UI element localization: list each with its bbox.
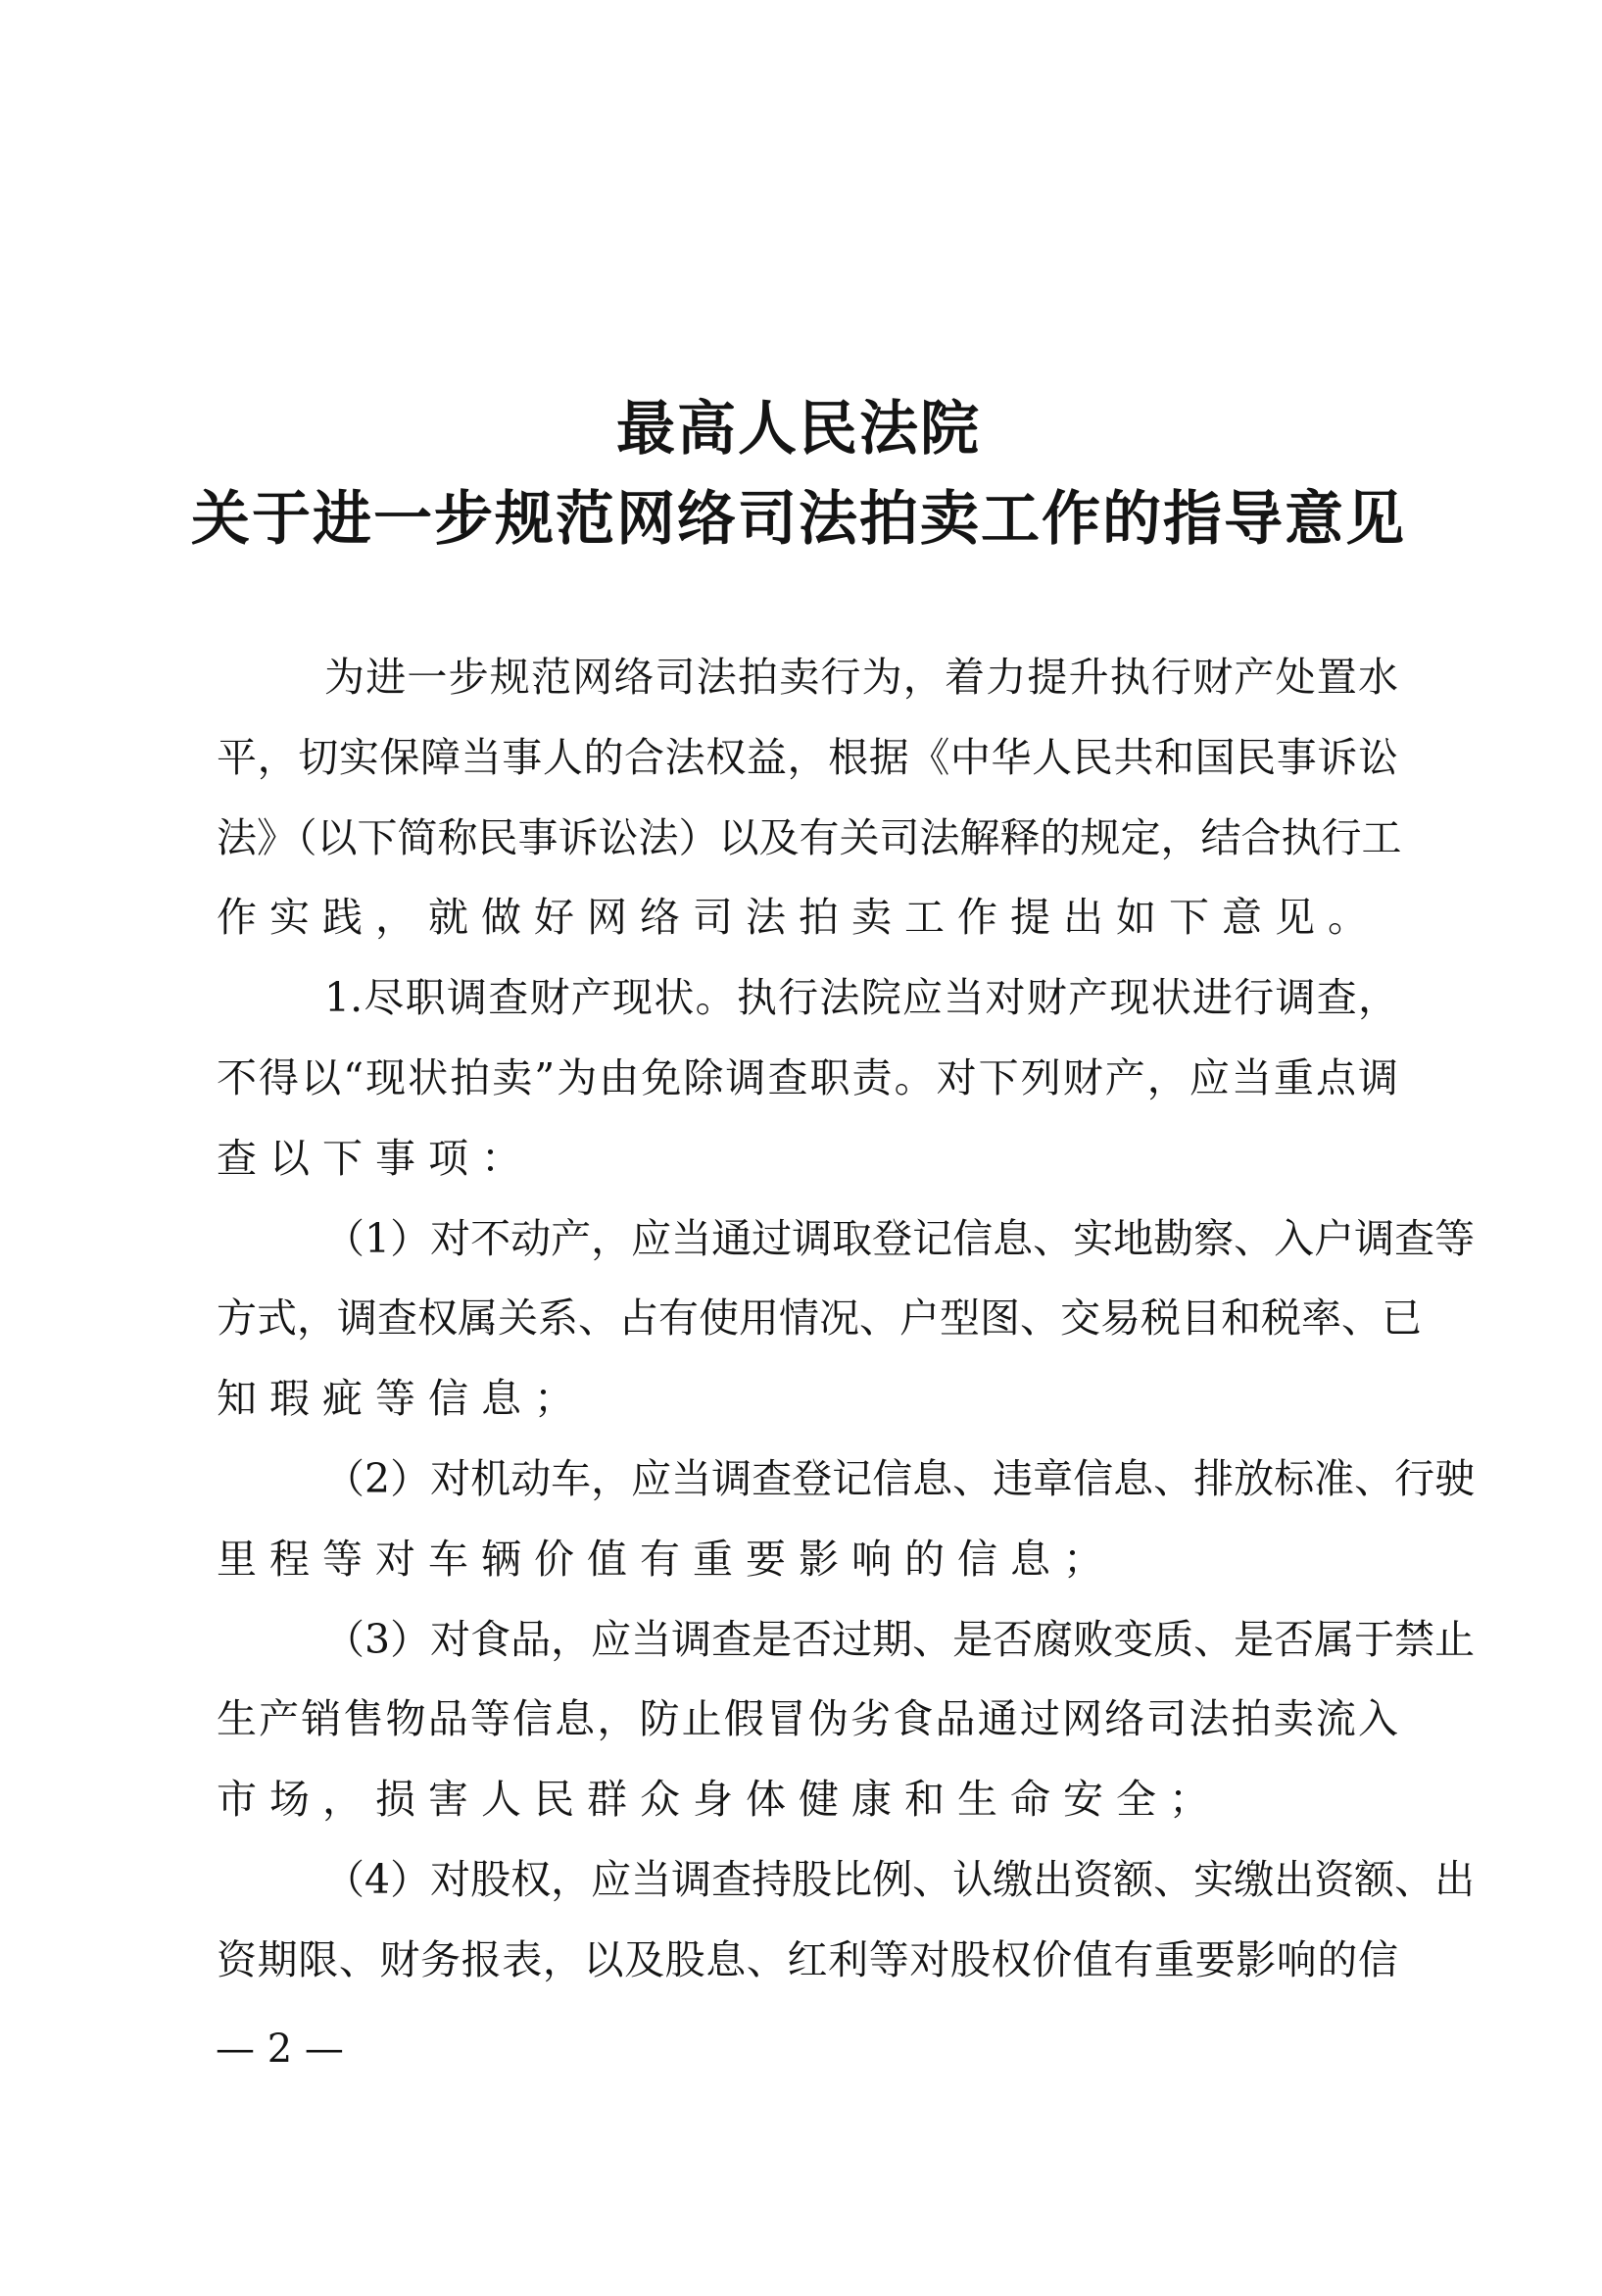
paragraph: [217, 1840, 1476, 2001]
paragraph: [217, 958, 1398, 1198]
text-line: 方式，调查权属关系、占有使用情况、户型图、交易税目和税率、已: [217, 1295, 1422, 1343]
text-line: 查以下事项：: [217, 1134, 534, 1182]
text-line: 生产销售物品等信息，防止假冒伪劣食品通过网络司法拍卖流入: [217, 1695, 1398, 1743]
text-line: 里程等对车辆价值有重要影响的信息；: [217, 1535, 1116, 1583]
paragraph: [217, 1600, 1476, 1840]
text-line: 为进一步规范网络司法拍卖行为，着力提升执行财产处置水: [324, 654, 1398, 701]
text-line: 法》（以下简称民事诉讼法）以及有关司法解释的规定，结合执行工: [217, 813, 1402, 861]
text-line: 1.尽职调查财产现状。执行法院应当对财产现状进行调查，: [324, 974, 1398, 1022]
document-body: [217, 638, 1476, 2001]
paragraph: [217, 638, 1402, 958]
document-title-line-2: 关于进一步规范网络司法拍卖工作的指导意见: [191, 485, 1406, 554]
page-number: — 2 —: [216, 2027, 344, 2072]
text-line: （3）对食品，应当调查是否过期、是否腐败变质、是否属于禁止: [324, 1615, 1476, 1663]
text-line: 作实践，就做好网络司法拍卖工作提出如下意见。: [217, 894, 1381, 942]
text-line: 不得以“现状拍卖”为由免除调查职责。对下列财产，应当重点调: [217, 1053, 1398, 1101]
text-line: （2）对机动车，应当调查登记信息、违章信息、排放标准、行驶: [324, 1454, 1476, 1502]
paragraph: [217, 1440, 1476, 1600]
text-line: 市场，损害人民群众身体健康和生命安全；: [217, 1776, 1222, 1824]
text-line: 平，切实保障当事人的合法权益，根据《中华人民共和国民事诉讼: [217, 733, 1398, 781]
text-line: （4）对股权，应当调查持股比例、认缴出资额、实缴出资额、出: [324, 1855, 1476, 1903]
document-title-line-1: 最高人民法院: [616, 395, 981, 464]
text-line: 资期限、财务报表，以及股息、红利等对股权价值有重要影响的信: [217, 1935, 1398, 1983]
text-line: （1）对不动产，应当通过调取登记信息、实地勘察、入户调查等: [324, 1214, 1476, 1262]
paragraph: [217, 1199, 1476, 1440]
text-line: 知瑕疵等信息；: [217, 1375, 587, 1423]
